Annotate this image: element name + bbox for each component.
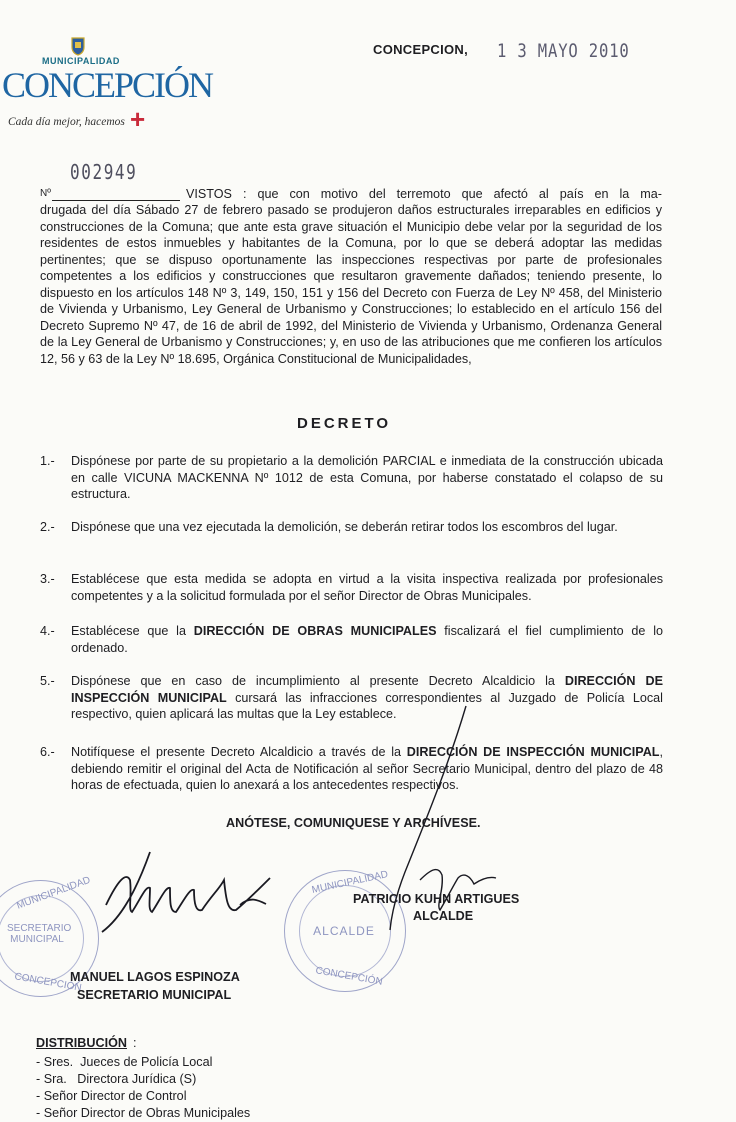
- city-logo-text: CONCEPCIÓN: [2, 65, 213, 105]
- distribucion-list: [36, 1054, 250, 1122]
- slogan: Cada día mejor, hacemos: [8, 116, 125, 128]
- secretario-name: MANUEL LAGOS ESPINOZA: [70, 970, 240, 984]
- secretario-title: SECRETARIO MUNICIPAL: [77, 988, 232, 1002]
- plus-icon: +: [130, 104, 146, 134]
- item-text-pre: Establécese que la: [71, 624, 194, 638]
- vistos-first-line: VISTOS : que con motivo del terremoto que afectó al país en la ma-: [186, 187, 662, 201]
- item-text-pre: Dispónese que en caso de incumplimiento al presente Decreto Alcaldicio la: [71, 674, 565, 688]
- city-label: CONCEPCION,: [373, 42, 469, 57]
- vistos-text: drugada del día Sábado 27 de febrero pasado se produjeron daños estructurales irreparables en edificios y construcciones de la Comuna; que ante esta grave situación el Municipio debe velar por la seguridad de los residentes de estos inmuebles y habitantes de la Comuna, por lo que se deberá adoptar las medidas pertinentes; que se dispuso oportunamente las inspecciones respectivas por parte de profesionales competentes a los edificios y construcciones que resultaron gravemente dañados; teniendo presente, lo dispuesto en los artículos 148 Nº 3, 149, 150, 151 y 156 del Decreto con Fuerza de Ley Nº 458, del Ministerio de Vivienda y Urbanismo, Ley General de Urbanismo y Construcciones; lo establecido en el artículo 156 del Decreto Supremo Nº 47, de 16 de abril de 1992, del Ministerio de Vivienda y Urbanismo, Ordenanza General de la Ley General de Urbanismo y Construcciones; y, en uso de las atribuciones que me confieren los artículos 12, 56 y 63 de la Ley Nº 18.695, Orgánica Constitucional de Municipalidades,: [40, 203, 662, 366]
- item-text-post: , debiendo remitir el original del Acta de Notificación al señor Secretario Municipal, dentro del plazo de 48 horas de efectuada, quien lo anexará a los antecedentes respectivos.: [71, 745, 664, 792]
- item-text-bold: DIRECCIÓN DE INSPECCIÓN MUNICIPAL: [406, 745, 660, 759]
- decree-number: 002949: [70, 160, 138, 184]
- item-text: Dispónese por parte de su propietario a la demolición PARCIAL e inmediata de la construcción ubicada en calle VICUNA MACKENNA Nº 1012 de esta Comuna, por haberse constatado el colapso de su estructura.: [71, 454, 663, 501]
- item-text-post: fiscalizará el fiel cumplimiento de lo ordenado.: [71, 624, 664, 655]
- item-text: Establécese que esta medida se adopta en virtud a la visita inspectiva realizada por profesionales competentes y a la solicitud formulada por el señor Director de Obras Municipales.: [71, 572, 663, 603]
- secretario-signature: [102, 852, 270, 932]
- list-item: - Señor Director de Obras Municipales: [36, 1106, 251, 1120]
- date-stamp: 1 3 MAYO 2010: [497, 40, 630, 62]
- distribucion-title: DISTRIBUCIÓN: [36, 1036, 127, 1050]
- alcalde-name: PATRICIO KUHN ARTIGUES: [353, 892, 520, 906]
- list-item: - Sres. Jueces de Policía Local: [36, 1055, 213, 1069]
- closing-statement: ANÓTESE, COMUNIQUESE Y ARCHÍVESE.: [226, 816, 481, 830]
- item-text-post: cursará las infracciones correspondientes al Juzgado de Policía Local respectivo, quien aplicará las multas que la Ley establece.: [71, 690, 663, 721]
- stamp-top-text: MUNICIPALIDAD: [310, 869, 390, 896]
- item-number: 3.-: [40, 572, 55, 586]
- item-text-pre: Notifíquese el presente Decreto Alcaldicio a través de la: [71, 745, 407, 759]
- list-item: - Señor Director de Control: [36, 1089, 187, 1103]
- alcalde-title: ALCALDE: [413, 909, 474, 923]
- stamp-bottom-text: CONCEPCIÓN: [13, 971, 83, 994]
- item-text: Dispónese que una vez ejecutada la demolición, se deberán retirar todos los escombros del lugar.: [71, 520, 618, 534]
- item-number: 6.-: [40, 745, 55, 759]
- distribucion-colon: :: [133, 1036, 137, 1050]
- stamp-center-text: ALCALDE: [313, 924, 375, 938]
- item-text-bold: DIRECCIÓN DE INSPECCIÓN MUNICIPAL: [71, 674, 663, 705]
- municipality-label: MUNICIPALIDAD: [42, 56, 120, 66]
- stamp-bottom-text: CONCEPCIÓN: [314, 965, 384, 988]
- decreto-title: DECRETO: [297, 415, 392, 432]
- number-label: Nº: [40, 188, 51, 199]
- list-item: - Sra. Directora Jurídica (S): [36, 1072, 197, 1086]
- item-number: 4.-: [40, 624, 55, 638]
- item-number: 1.-: [40, 454, 55, 468]
- stamp-top-text: MUNICIPALIDAD: [15, 874, 92, 912]
- item-number: 5.-: [40, 674, 55, 688]
- item-text-bold: DIRECCIÓN DE OBRAS MUNICIPALES: [193, 624, 437, 638]
- item-number: 2.-: [40, 520, 55, 534]
- stamp-center-text: SECRETARIO MUNICIPAL: [7, 923, 72, 945]
